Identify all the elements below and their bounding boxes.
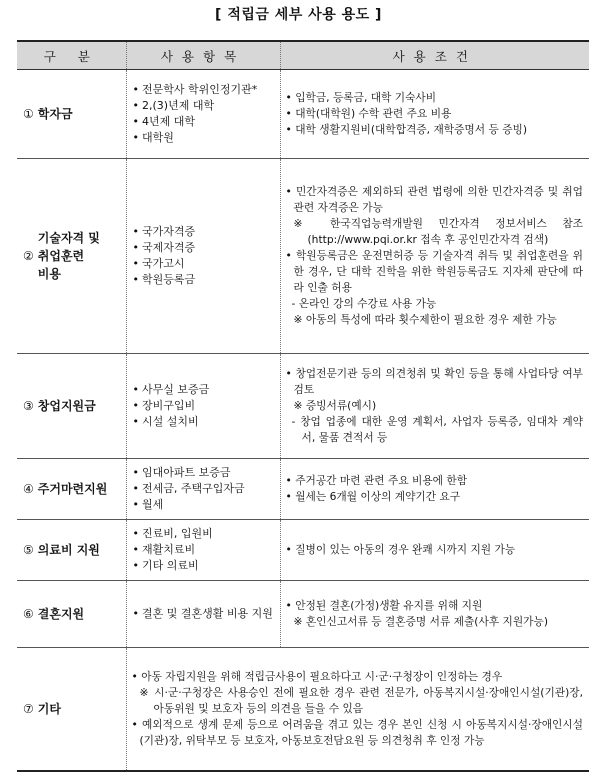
- category-cell: [17, 70, 126, 159]
- category-label: 주거마련지원: [37, 482, 108, 496]
- other-conditions-cell: [126, 648, 589, 772]
- usage-item: • 국가자격증: [133, 224, 280, 240]
- table-header-row: [17, 41, 589, 70]
- usage-item: • 재활치료비: [133, 542, 280, 558]
- category-label: 학자금: [37, 107, 73, 121]
- usage-item: • 4년제 대학: [133, 114, 280, 130]
- items-list: [127, 82, 280, 146]
- condition-note: ※ 혼인신고서류 등 결혼증명 서류 제출(사후 지원가능): [286, 614, 584, 630]
- conditions-cell: [280, 581, 589, 648]
- condition-bullet: • 민간자격증은 제외하되 관련 법령에 의한 민간자격증 및 취업관련 자격증은 가능: [286, 184, 584, 216]
- usage-item: • 결혼 및 결혼생활 비용 지원: [133, 606, 280, 622]
- usage-item: • 국제자격증: [133, 240, 280, 256]
- items-cell: [126, 354, 280, 459]
- table-row: [17, 70, 589, 159]
- condition-bullet: • 대학(대학원) 수학 관련 주요 비용: [286, 106, 584, 122]
- usage-item: • 진료비, 입원비: [133, 526, 280, 542]
- usage-item: • 국가고시: [133, 256, 280, 272]
- items-list: [127, 606, 280, 622]
- items-cell: [126, 70, 280, 159]
- row-number: ①: [23, 107, 34, 121]
- category-cell: [17, 159, 126, 354]
- category-cell: [17, 459, 126, 520]
- category-label: 기타: [37, 702, 61, 716]
- usage-item: • 학원등록금: [133, 272, 280, 288]
- usage-item: • 임대아파트 보증금: [133, 465, 280, 481]
- condition-bullet: • 창업전문기관 등의 의견청취 및 확인 등을 통해 사업타당 여부 검토: [286, 366, 584, 398]
- condition-bullet: • 아동 자립지원을 위해 적립금사용이 필요하다고 시·군·구청장이 인정하는 경우: [132, 669, 584, 685]
- conditions-cell: [280, 459, 589, 520]
- condition-note: ※ 한국직업능력개발원 민간자격 정보서비스 참조 (http://www.pqi.or.kr 접속 후 공인민간자격 검색): [286, 216, 584, 248]
- items-cell: [126, 520, 280, 581]
- condition-bullet: • 대학 생활지원비(대학합격증, 재학증명서 등 증빙): [286, 122, 584, 138]
- row-number: ⑦: [23, 702, 34, 716]
- category-cell: [17, 581, 126, 648]
- table-row: [17, 581, 589, 648]
- usage-item: • 전세금, 주택구입자금: [133, 481, 280, 497]
- usage-table: [17, 40, 589, 772]
- items-cell: [126, 459, 280, 520]
- category-label: 의료비 지원: [37, 543, 100, 557]
- row-number: ④: [23, 482, 34, 496]
- table-row: [17, 520, 589, 581]
- category-cell: [17, 648, 126, 772]
- category-cell: [17, 520, 126, 581]
- page-title: [ 적립금 세부 사용 용도 ]: [215, 7, 382, 23]
- header-conditions: 사용조건: [280, 41, 589, 70]
- header-category: 구 분: [17, 41, 126, 70]
- items-cell: [126, 581, 280, 648]
- usage-item: • 사무실 보증금: [133, 382, 280, 398]
- usage-item: • 시설 설치비: [133, 414, 280, 430]
- table-row: [17, 354, 589, 459]
- condition-note: ※ 시·군·구청장은 사용승인 전에 필요한 경우 관련 전문가, 아동복지시설·장애인시설(기관)장, 아동위원 및 보호자 등의 의견을 들을 수 있음: [132, 685, 584, 717]
- row-number: ⑤: [23, 543, 34, 557]
- usage-item: • 대학원: [133, 130, 280, 146]
- usage-item: • 기타 의료비: [133, 558, 280, 574]
- table-row-other: [17, 648, 589, 772]
- table-row: [17, 459, 589, 520]
- items-list: [127, 526, 280, 574]
- items-list: [127, 224, 280, 288]
- conditions-cell: [280, 159, 589, 354]
- condition-bullet: • 학원등록금은 운전면허증 등 기술자격 취득 및 취업훈련을 위한 경우, 단 대학 진학을 위한 학원등록금도 지자체 판단에 따라 인출 허용: [286, 248, 584, 296]
- row-number: ③: [23, 399, 34, 413]
- row-number: ②: [23, 249, 34, 263]
- condition-note: ※ 증빙서류(예시): [286, 398, 584, 414]
- condition-bullet: • 안정된 결혼(가정)생활 유지를 위해 지원: [286, 598, 584, 614]
- conditions-cell: [280, 70, 589, 159]
- header-items: 사용항목: [126, 41, 280, 70]
- items-cell: [126, 159, 280, 354]
- condition-bullet: • 질병이 있는 아동의 경우 완쾌 시까지 지원 가능: [286, 542, 584, 558]
- usage-item: • 장비구입비: [133, 398, 280, 414]
- usage-item: • 전문학사 학위인정기관*: [133, 82, 280, 98]
- category-label: 결혼지원: [37, 607, 85, 621]
- category-label: 창업지원금: [37, 399, 96, 413]
- category-cell: [17, 354, 126, 459]
- conditions-cell: [280, 520, 589, 581]
- row-number: ⑥: [23, 607, 34, 621]
- condition-dash: - 온라인 강의 수강료 사용 가능: [286, 296, 584, 312]
- condition-bullet: • 월세는 6개월 이상의 계약기간 요구: [286, 489, 584, 505]
- conditions-cell: [280, 354, 589, 459]
- table-row: [17, 159, 589, 354]
- items-list: [127, 382, 280, 430]
- condition-bullet: • 예외적으로 생계 문제 등으로 어려움을 겪고 있는 경우 본인 신청 시 아동복지시설·장애인시설(기관)장, 위탁부모 등 보호자, 아동보호전담요원 등 의견청취 후 인정 가능: [132, 717, 584, 749]
- items-list: [127, 465, 280, 513]
- usage-item: • 월세: [133, 497, 280, 513]
- category-label: 기술자격 및 취업훈련 비용: [37, 231, 100, 281]
- condition-bullet: • 입학금, 등록금, 대학 기숙사비: [286, 90, 584, 106]
- condition-dash: - 창업 업종에 대한 운영 계획서, 사업자 등록증, 임대차 계약서, 물품 견적서 등: [286, 414, 584, 446]
- usage-item: • 2,(3)년제 대학: [133, 98, 280, 114]
- condition-note: ※ 아동의 특성에 따라 횟수제한이 필요한 경우 제한 가능: [286, 312, 584, 328]
- condition-bullet: • 주거공간 마련 관련 주요 비용에 한함: [286, 473, 584, 489]
